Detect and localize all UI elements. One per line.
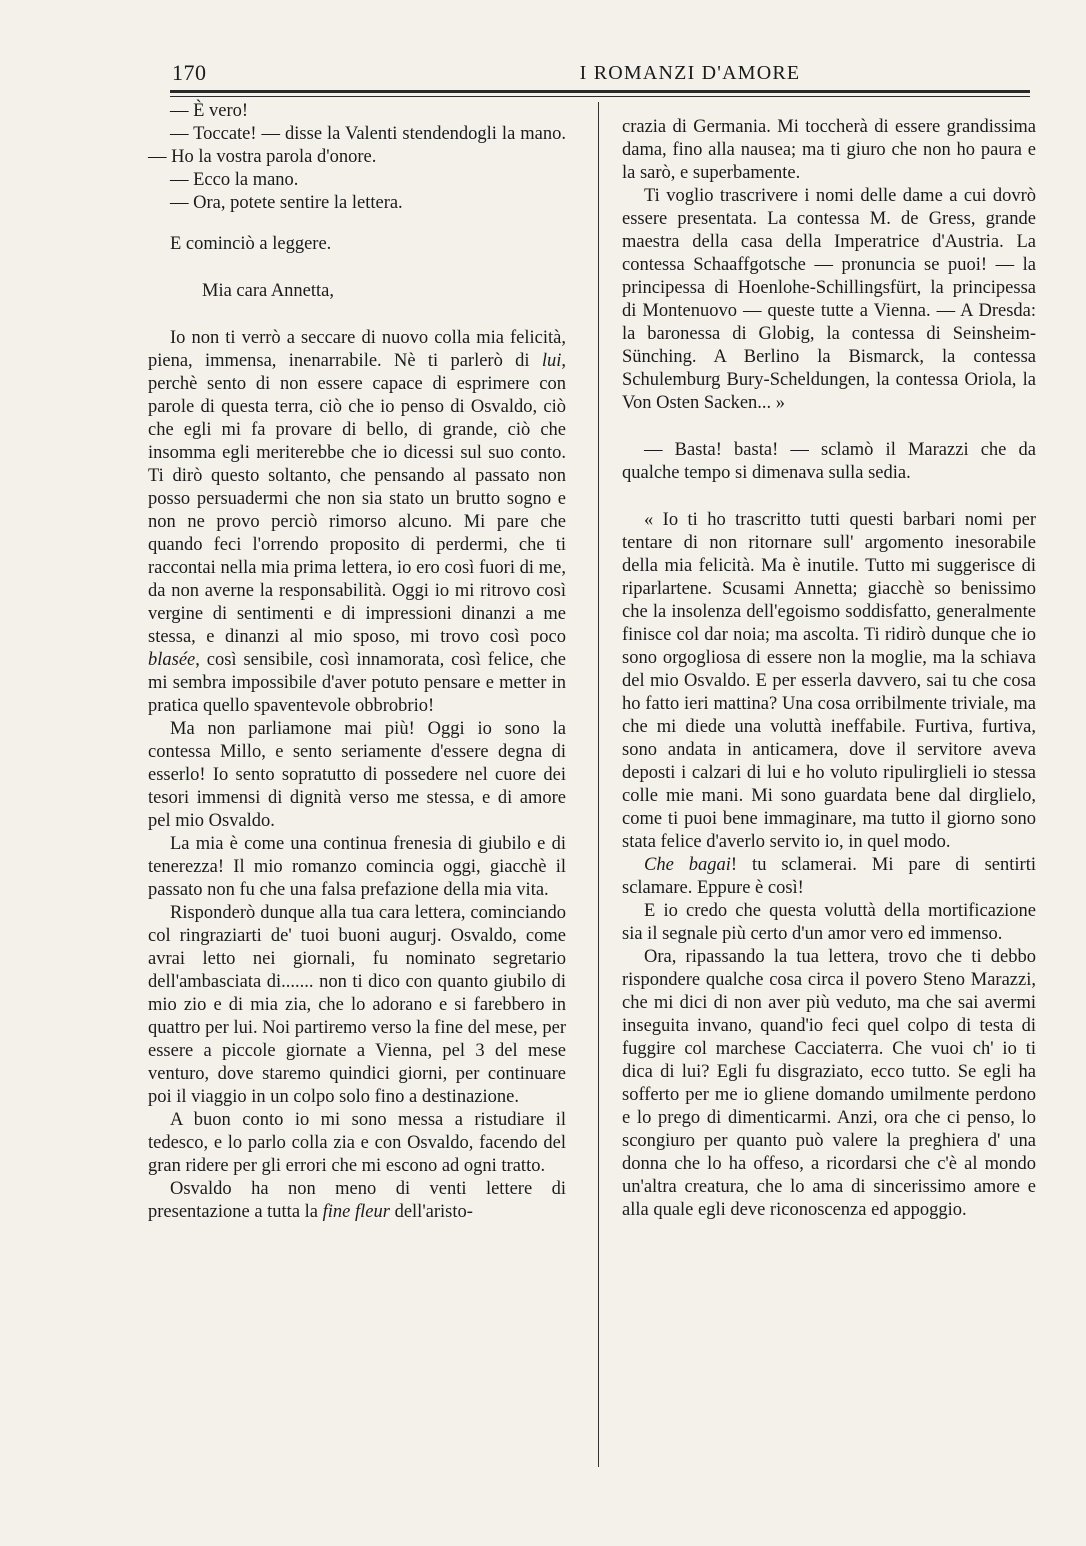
salutation: Mia cara Annetta, (202, 281, 335, 301)
paragraph: E io credo che questa voluttà della mortificazione sia il segnale più certo d'un amor vero ed immenso. (622, 901, 1036, 944)
paragraph: « Io ti ho trascritto tutti questi barbari nomi per tentare di non ritornare sull' argomento inesorabile della mia felicità. Ma è inutile. Tutto mi suggerisce di riparlartene. Scusami Annetta; giacchè so benissimo che la insolenza dell'egoismo soddisfatto, generalmente finisce col dar noia; ma ascolta. Ti ridirò dunque che io sono orgogliosa di essere non la moglie, ma la schiava del mio Osvaldo. E per esserla davvero, sai tu che cosa ho fatto ieri mattina? Una cosa orribilmente triviale, ma che mi diede una voluttà ineffabile. Furtiva, furtiva, sono andata in anticamera, dove il servitore aveva deposti i calzari di lui e ho voluto ripulirglieli io stessa colle mie mani. Mi sono guardata bene dal dirglielo, come ti puoi bene immaginare, ma tutto il giorno sono stata felice d'averlo servito io, in quel modo. (622, 510, 1036, 852)
text-run-italic: fine fleur (322, 1202, 390, 1222)
left-column (148, 100, 566, 1224)
text-run-italic: Che bagai (644, 855, 731, 875)
text-run: dell'aristo- (389, 1202, 473, 1222)
paragraph: — Basta! basta! — sclamò il Marazzi che da qualche tempo si dimenava sulla sedia. (622, 440, 1036, 483)
paragraph: Ma non parliamone mai più! Oggi io sono la contessa Millo, e sento seriamente d'essere degna di esserlo! Io sento sopratutto di possedere nel cuore dei tesori immensi di dignità verso me stessa, e di amore pel mio Osvaldo. (148, 719, 566, 831)
paragraph: — Ora, potete sentire la lettera. (170, 193, 403, 213)
page-header (170, 58, 1030, 92)
running-title: I ROMANZI D'AMORE (579, 62, 801, 84)
column-divider (598, 102, 599, 1467)
text-run: Osvaldo ha non meno di venti lettere di presentazione a tutta la (148, 1179, 566, 1222)
paragraph (148, 327, 566, 718)
paragraph: A buon conto io mi sono messa a ristudiare il tedesco, e lo parlo colla zia e con Osvaldo, facendo del gran ridere per gli errori che mi escono ad ogni tratto. (148, 1110, 566, 1176)
paragraph (622, 854, 1036, 900)
text-run: Io non ti verrò a seccare di nuovo colla mia felicità, piena, immensa, inenarrabile. Nè ti parlerò di (148, 328, 566, 371)
text-run: , perchè sento di non essere capace di esprimere con parole di questa terra, ciò che io penso di Osvaldo, ciò che egli mi fa provare di bello, di grande, ciò che insomma egli meriterebbe che io dicessi sul suo conto. Ti dirò questo soltanto, che pensando al passato non posso persuadermi che non sia stato un brutto sogno e non ne provo perciò rimorso alcuno. Mi pare che quando feci l'orrendo proposito di perdermi, che ti raccontai nella mia prima lettera, io ero così fuori di me, da non averne la responsabilità. Oggi io mi ritrovo così vergine di sentimenti e di impressioni dinanzi a me stessa, e dinanzi al mio sposo, mi trovo così poco (148, 351, 566, 647)
paragraph: Ti voglio trascrivere i nomi delle dame a cui dovrò essere presentata. La contessa M. de Gress, grande maestra della casa della Imperatrice d'Austria. La contessa Schaaffgotsche — pronuncia se puoi! — la principessa di Hoenlohe-Schillingsfürt, la principessa di Montenuovo — queste tutte a Vienna. — A Dresda: la baronessa di Globig, la contessa di Seinsheim-Sünching. A Berlino la Bismarck, la contessa Schulemburg Bury-Scheldungen, la contessa Oriola, la Von Osten Sacken... » (622, 186, 1036, 413)
header-rule (170, 90, 1030, 93)
paragraph: crazia di Germania. Mi toccherà di essere grandissima dama, fino alla nausea; ma ti giuro che non ho paura e la sarò, e superbamente. (622, 117, 1036, 183)
page-number: 170 (172, 60, 207, 85)
text-run: ! tu sclamerai. Mi pare di sentirti sclamare. Eppure è così! (622, 855, 1036, 898)
text-run-italic: lui (541, 351, 562, 371)
paragraph: Risponderò dunque alla tua cara lettera, cominciando col ringraziarti de' tuoi buoni augurj. Osvaldo, come avrai letto nei giornali, fu nominato segretario dell'ambasciata di....... non ti dico con quanto giubilo di mio zio e di mia zia, che lo adorano e si farebbero in quattro per lui. Noi partiremo verso la fine del mese, per essere a piccole giornate a Vienna, pel 3 del mese venturo, dove staremo quindici giorni, per continuare poi il viaggio in un colpo solo fino a destinazione. (148, 903, 566, 1107)
text-run-italic: blasée (148, 650, 196, 670)
text-run: , così sensibile, così innamorata, così felice, che mi sembra impossibile d'aver potuto pensare e metter in pratica quello spaventevole obbrobrio! (148, 650, 566, 716)
paragraph (148, 1178, 566, 1224)
paragraph: E cominciò a leggere. (170, 234, 332, 254)
header-rule-thin (170, 96, 1030, 97)
paragraph: — Toccate! — disse la Valenti stendendogli la mano. — Ho la vostra parola d'onore. (148, 124, 566, 167)
paragraph: — Ecco la mano. (170, 170, 299, 190)
right-column (622, 116, 1036, 1222)
paragraph: La mia è come una continua frenesia di giubilo e di tenerezza! Il mio romanzo comincia oggi, giacchè il passato non fu che una falsa prefazione della mia vita. (148, 834, 566, 900)
paragraph: Ora, ripassando la tua lettera, trovo che ti debbo rispondere qualche cosa circa il povero Steno Marazzi, che mi dici di non aver più veduto, ma che sai avermi inseguita invano, quand'io feci quel colpo di testa di fuggire col marchese Cacciaterra. Che vuoi ch' io ti dica di lui? Egli fu disgraziato, ecco tutto. Se egli ha sofferto per me io gliene domando umilmente perdono e lo prego di dimenticarmi. Anzi, ora che ci penso, lo scongiuro per quanto può valere la preghiera d' una donna che lo ha offeso, a ricordarsi che c'è al mondo un'altra creatura, che lo ama di sincerissimo amore e alla quale egli deve riconoscenza ed appoggio. (622, 947, 1036, 1220)
paragraph: — È vero! (170, 101, 249, 121)
